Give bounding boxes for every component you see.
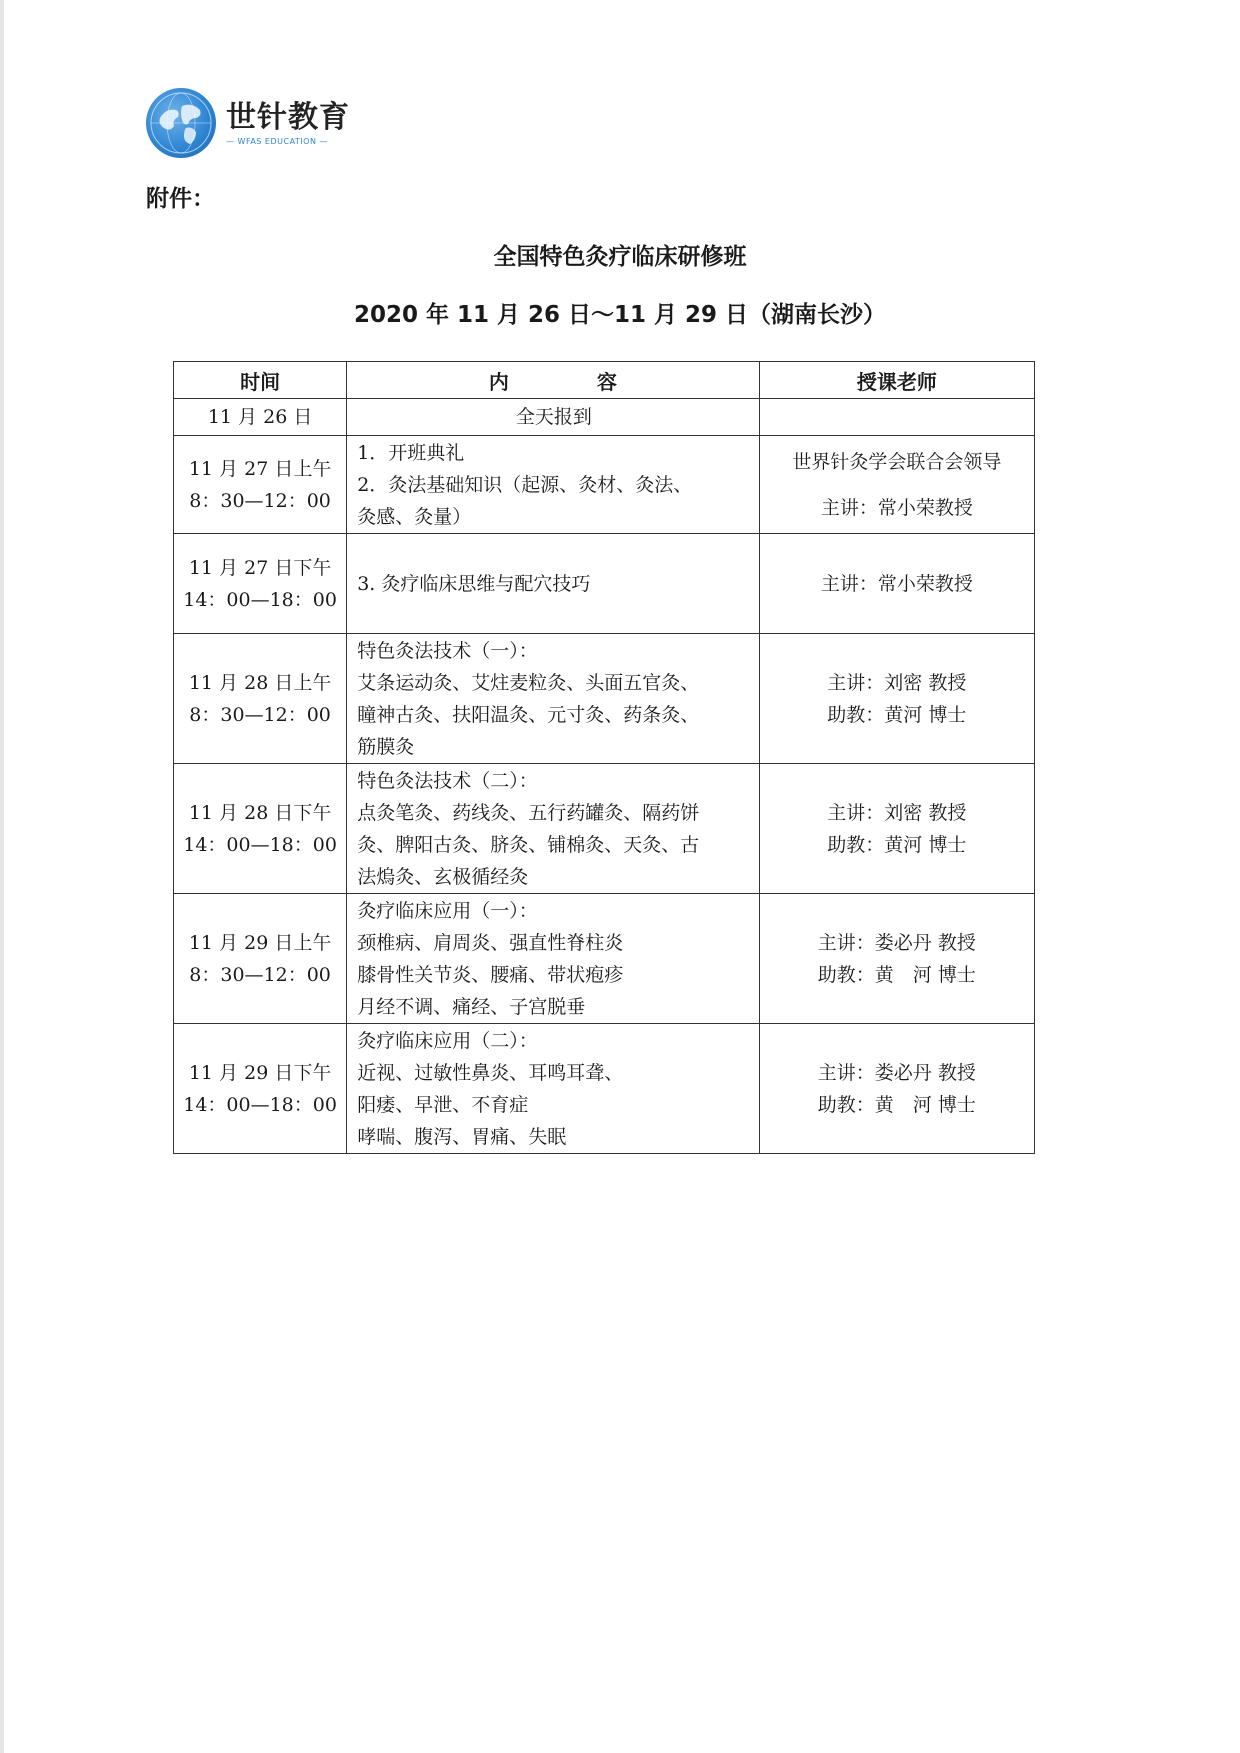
row-content xyxy=(347,436,759,534)
row-period: 14：00—18：00 xyxy=(183,588,337,611)
content-line: 2．灸法基础知识（起源、灸材、灸法、 xyxy=(357,473,693,496)
content-line: 筋膜灸 xyxy=(357,735,415,758)
row-teacher xyxy=(759,634,1034,764)
teacher-line: 主讲：刘密 教授 xyxy=(827,801,967,824)
row-date: 11 月 28 日上午 xyxy=(188,671,332,694)
table-row xyxy=(174,399,1035,436)
content-line: 月经不调、痛经、子宫脱垂 xyxy=(357,995,586,1018)
row-teacher xyxy=(759,894,1034,1024)
row-time xyxy=(174,634,347,764)
row-content xyxy=(347,534,759,634)
row-period: 8：30—12：00 xyxy=(189,489,331,512)
row-period: 8：30—12：00 xyxy=(189,703,331,726)
content-line: 瞳神古灸、扶阳温灸、元寸灸、药条灸、 xyxy=(357,703,700,726)
teacher-line: 主讲：娄必丹 教授 xyxy=(817,1061,976,1084)
table-row xyxy=(174,634,1035,764)
globe-icon xyxy=(146,88,216,158)
content-line: 灸、脾阳古灸、脐灸、铺棉灸、天灸、古 xyxy=(357,833,700,856)
row-content xyxy=(347,764,759,894)
schedule-table xyxy=(173,361,1035,1154)
row-content xyxy=(347,1024,759,1154)
content-line: 法熓灸、玄极循经灸 xyxy=(357,865,529,888)
content-line: 3. 灸疗临床思维与配穴技巧 xyxy=(357,572,591,595)
content-line: 颈椎病、肩周炎、强直性脊柱炎 xyxy=(357,931,624,954)
header-time: 时间 xyxy=(174,362,347,399)
brand-name: 世针教育 xyxy=(226,99,350,135)
teacher-line: 主讲：娄必丹 教授 xyxy=(817,931,976,954)
row-period: 14：00—18：00 xyxy=(183,833,337,856)
header-content xyxy=(347,362,759,399)
content-line: 点灸笔灸、药线灸、五行药罐灸、隔药饼 xyxy=(357,801,700,824)
row-time xyxy=(174,534,347,634)
content-line: 特色灸法技术（一）： xyxy=(357,639,538,662)
content-line: 近视、过敏性鼻炎、耳鸣耳聋、 xyxy=(357,1061,624,1084)
teacher-line: 主讲：刘密 教授 xyxy=(827,671,967,694)
content-line: 灸疗临床应用（二）： xyxy=(357,1029,538,1052)
row-date: 11 月 28 日下午 xyxy=(188,801,332,824)
row-time xyxy=(174,1024,347,1154)
table-row xyxy=(174,436,1035,534)
brand-subtitle: — WFAS EDUCATION — xyxy=(226,136,328,146)
attachment-label: 附件： xyxy=(146,186,215,212)
content-line: 阳痿、早泄、不育症 xyxy=(357,1093,529,1116)
row-time xyxy=(174,894,347,1024)
header-teacher: 授课老师 xyxy=(759,362,1034,399)
teacher-line: 主讲：常小荣教授 xyxy=(820,496,973,519)
row-teacher xyxy=(759,399,1034,436)
row-date: 11 月 29 日下午 xyxy=(188,1061,332,1084)
row-teacher xyxy=(759,436,1034,534)
content-line: 灸疗临床应用（一）： xyxy=(357,899,538,922)
table-row xyxy=(174,764,1035,894)
teacher-line: 世界针灸学会联合会领导 xyxy=(792,450,1002,473)
teacher-line: 助教：黄 河 博士 xyxy=(817,1093,976,1116)
brand xyxy=(226,101,350,146)
row-content xyxy=(347,634,759,764)
row-period: 14：00—18：00 xyxy=(183,1093,337,1116)
document-title: 全国特色灸疗临床研修班 xyxy=(493,244,747,270)
row-teacher xyxy=(759,534,1034,634)
row-time xyxy=(174,764,347,894)
content-line: 膝骨性关节炎、腰痛、带状疱疹 xyxy=(357,963,624,986)
table-row xyxy=(174,534,1035,634)
teacher-line: 助教：黄河 博士 xyxy=(827,703,967,726)
header-content-label: 内容 xyxy=(488,369,705,394)
table-row xyxy=(174,894,1035,1024)
teacher-spacer xyxy=(760,478,1034,492)
teacher-line: 主讲：常小荣教授 xyxy=(820,572,973,595)
content-line: 特色灸法技术（二）： xyxy=(357,769,538,792)
table-header-row xyxy=(174,362,1035,399)
teacher-line: 助教：黄 河 博士 xyxy=(817,963,976,986)
row-time xyxy=(174,399,347,436)
content-line: 艾条运动灸、艾炷麦粒灸、头面五官灸、 xyxy=(357,671,700,694)
row-time xyxy=(174,436,347,534)
content-line: 1．开班典礼 xyxy=(357,441,465,464)
row-date: 11 月 29 日上午 xyxy=(188,931,332,954)
row-teacher xyxy=(759,764,1034,894)
content-line: 灸感、灸量） xyxy=(357,505,472,528)
row-date: 11 月 27 日上午 xyxy=(188,457,332,480)
content-line: 哮喘、腹泻、胃痛、失眠 xyxy=(357,1125,567,1148)
content-line: 全天报到 xyxy=(515,406,592,428)
document-subtitle: 2020 年 11 月 26 日～11 月 29 日（湖南长沙） xyxy=(353,302,887,328)
row-period: 8：30—12：00 xyxy=(189,963,331,986)
row-teacher xyxy=(759,1024,1034,1154)
row-date: 11 月 26 日 xyxy=(207,406,313,428)
logo xyxy=(146,88,350,158)
table-row xyxy=(174,1024,1035,1154)
teacher-line: 助教：黄河 博士 xyxy=(827,833,967,856)
row-content xyxy=(347,894,759,1024)
row-content xyxy=(347,399,759,436)
row-date: 11 月 27 日下午 xyxy=(188,556,332,579)
